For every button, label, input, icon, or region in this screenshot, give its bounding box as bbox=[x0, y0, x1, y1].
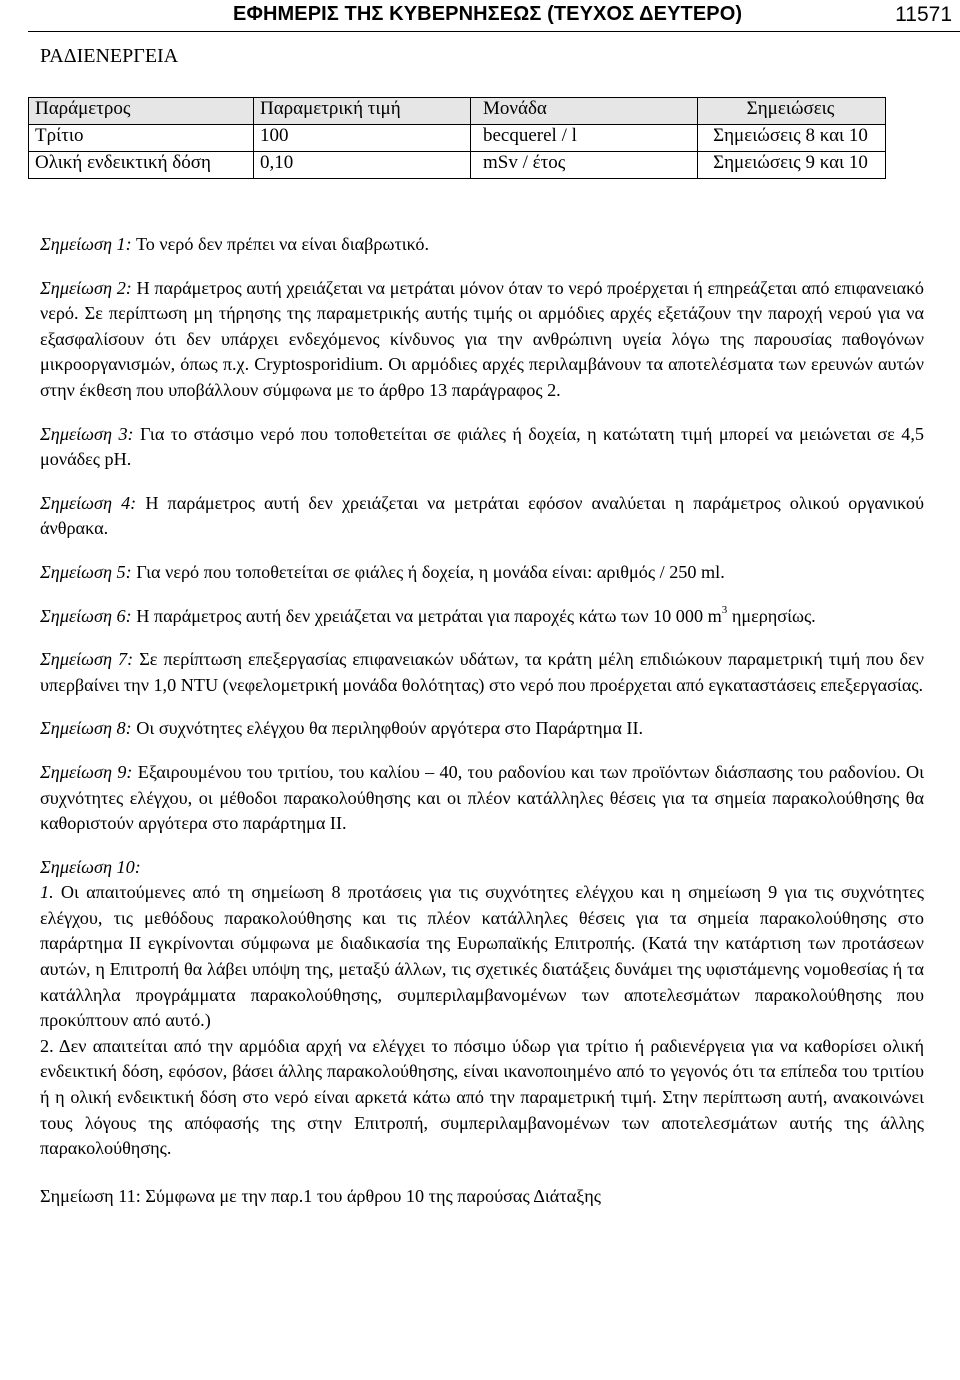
table-cell: Σημειώσεις 9 και 10 bbox=[698, 152, 886, 179]
paragraph-text: Δεν απαιτείται από την αρμόδια αρχή να ελέγχει το πόσιμο ύδωρ για τρίτιο ή ραδιενέργεια για να καθορίσει ολική ενδεικτική δόση, εφόσον, βάσει άλλης παρακολούθησης, είναι ικανοποιημένο από το γεγονός ότι τα επίπεδα του τριτίου ή η ολική ενδεικτική δόση στο νερό είναι αρκετά κάτω από την παραμετρική τιμή. Στην περίπτωση αυτή, ανακοινώνει τους λόγους της απόφασής της στην Επιτροπή, συμπεριλαμβανομένων των αποτελεσμάτων αυτής της άλλης παρακολούθησης. bbox=[40, 1035, 925, 1159]
table-cell: Σημειώσεις 8 και 10 bbox=[698, 125, 886, 152]
note-label: Σημείωση 4: bbox=[40, 492, 137, 513]
parameter-table bbox=[28, 97, 886, 179]
table-cell: 0,10 bbox=[254, 152, 471, 179]
column-header-notes: Σημειώσεις bbox=[698, 98, 886, 125]
table-row bbox=[29, 152, 886, 179]
note-text: Η παράμετρος αυτή δεν χρειάζεται να μετράται εφόσον αναλύεται η παράμετρος ολικού οργανικού άνθρακα. bbox=[40, 492, 925, 539]
note-label: Σημείωση 3: bbox=[40, 423, 134, 444]
notes-section bbox=[40, 232, 924, 1227]
note-label: Σημείωση 2: bbox=[40, 277, 132, 298]
note-text-continued: ημερησίως. bbox=[727, 605, 816, 626]
note-label: Σημείωση 9: bbox=[40, 761, 133, 782]
note-1 bbox=[40, 232, 924, 258]
table-row bbox=[29, 125, 886, 152]
note-text: Σημείωση 11: Σύμφωνα με την παρ.1 του άρθρου 10 της παρούσας Διάταξης bbox=[40, 1185, 601, 1206]
page-header bbox=[0, 0, 960, 32]
section-heading: ΡΑΔΙΕΝΕΡΓΕΙΑ bbox=[40, 45, 179, 67]
table-cell: mSv / έτος bbox=[471, 152, 698, 179]
column-header-parameter: Παράμετρος bbox=[29, 98, 254, 125]
gazette-title: ΕΦΗΜΕΡΙΣ ΤΗΣ ΚΥΒΕΡΝΗΣΕΩΣ (ΤΕΥΧΟΣ ΔΕΥΤΕΡΟ) bbox=[233, 3, 743, 25]
paragraph-number: 2. bbox=[40, 1035, 54, 1056]
table-cell: 100 bbox=[254, 125, 471, 152]
superscript-exponent: 3 bbox=[721, 603, 728, 616]
note-label: Σημείωση 7: bbox=[40, 649, 134, 670]
paragraph-text: Οι απαιτούμενες από τη σημείωση 8 προτάσεις για τις συχνότητες ελέγχου και η σημείωση 9 για τις συχνότητες ελέγχου, τις μεθόδους παρακολούθησης και τις πλέον κατάλληλες θέσεις για τα σημεία παρακολούθησης στο παράρτημα ΙΙ εγκρίνονται σύμφωνα με διαδικασία της Ευρωπαϊκής Επιτροπής. (Κατά την κατάρτιση των προτάσεων αυτών, η Επιτροπή θα λάβει υπόψη της, μεταξύ άλλων, τις σχετικές διατάξεις δυνάμει της υφιστάμενης νομοθεσίας ή τα κατάλληλα προγράμματα παρακολούθησης, συμπεριλαμβανομένων των αποτελεσμάτων παρακολούθησης που προκύπτουν από αυτό.) bbox=[40, 882, 924, 1031]
note-text: Εξαιρουμένου του τριτίου, του καλίου – 40, του ραδονίου και των προϊόντων διάσπασης του ραδονίου. Οι συχνότητες ελέγχου, οι μέθοδοι παρακολούθησης και οι πλέον κατάλληλες θέσεις για τα σημεία παρακολούθησης θα καθοριστούν αργότερα στο παράρτημα ΙΙ. bbox=[40, 761, 925, 834]
note-8 bbox=[40, 716, 924, 742]
note-label: Σημείωση 5: bbox=[40, 561, 132, 582]
column-header-parametric-value: Παραμετρική τιμή bbox=[254, 98, 471, 125]
table-cell: Ολική ενδεικτική δόση bbox=[29, 152, 254, 179]
note-text: Το νερό δεν πρέπει να είναι διαβρωτικό. bbox=[135, 234, 430, 254]
note-10-paragraph-1 bbox=[40, 880, 924, 1034]
note-6 bbox=[40, 604, 924, 630]
note-5 bbox=[40, 560, 924, 586]
note-text: Οι συχνότητες ελέγχου θα περιληφθούν αργότερα στο Παράρτημα ΙΙ. bbox=[136, 718, 644, 739]
table-cell: Τρίτιο bbox=[29, 125, 254, 152]
note-label: Σημείωση 6: bbox=[40, 605, 132, 626]
note-label: Σημείωση 10: bbox=[40, 856, 141, 877]
note-text: Για νερό που τοποθετείται σε φιάλες ή δοχεία, η μονάδα είναι: αριθμός / 250 ml. bbox=[136, 561, 725, 582]
note-3 bbox=[40, 422, 924, 473]
note-label: Σημείωση 1: bbox=[40, 234, 132, 254]
note-7 bbox=[40, 647, 924, 698]
note-text: Η παράμετρος αυτή δεν χρειάζεται να μετράται για παροχές κάτω των 10 000 m bbox=[136, 605, 722, 626]
header-divider bbox=[28, 31, 960, 32]
table-header-row bbox=[29, 98, 886, 125]
note-4 bbox=[40, 491, 924, 542]
paragraph-number: 1. bbox=[40, 882, 54, 903]
note-10-paragraph-2 bbox=[40, 1034, 924, 1162]
page-number: 11571 bbox=[895, 3, 952, 26]
note-text: Για το στάσιμο νερό που τοποθετείται σε φιάλες ή δοχεία, η κατώτατη τιμή μπορεί να μειώνεται σε 4,5 μονάδες pH. bbox=[40, 423, 924, 470]
note-10 bbox=[40, 855, 924, 1162]
column-header-unit: Μονάδα bbox=[471, 98, 698, 125]
note-11 bbox=[40, 1184, 924, 1210]
note-9 bbox=[40, 760, 924, 837]
note-text: Η παράμετρος αυτή χρειάζεται να μετράται μόνον όταν το νερό προέρχεται ή επηρεάζεται από επιφανειακό νερό. Σε περίπτωση μη τήρησης της παραμετρικής αυτής τιμής οι αρμόδιες αρχές εξετάζουν την παροχή νερού για να εξασφαλίσουν ότι δεν υπάρχει ενδεχόμενος κίνδυνος για την ανθρώπινη υγεία λόγω της παρουσίας παθογόνων μικροοργανισμών, όπως π.χ. Cryptosporidium. Οι αρμόδιες αρχές περιλαμβάνουν τα αποτελέσματα των ερευνών αυτών στην έκθεση που υποβάλλουν σύμφωνα με το άρθρο 13 παράγραφος 2. bbox=[40, 277, 925, 400]
note-2 bbox=[40, 276, 924, 404]
note-text: Σε περίπτωση επεξεργασίας επιφανειακών υδάτων, τα κράτη μέλη επιδιώκουν παραμετρική τιμή που δεν υπερβαίνει την 1,0 NTU (νεφελομετρική μονάδα θολότητας) στο νερό που προέρχεται από εγκαταστάσεις επεξεργασίας. bbox=[40, 649, 924, 695]
note-label: Σημείωση 8: bbox=[40, 718, 132, 739]
table-cell: becquerel / l bbox=[471, 125, 698, 152]
